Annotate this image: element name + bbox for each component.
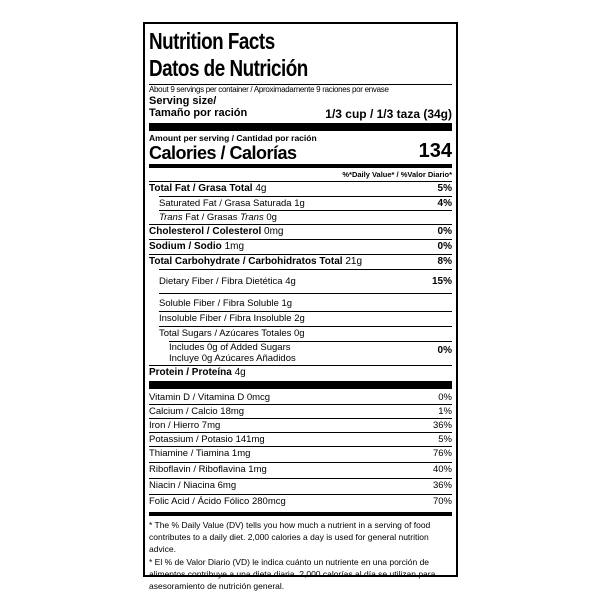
nutrition-label-content xyxy=(149,28,452,591)
divider xyxy=(149,418,452,419)
amount-per-serving: Amount per serving / Cantidad por ración xyxy=(149,133,317,143)
sodium-dv: 0% xyxy=(437,241,452,252)
vitamin-amount: 1mg xyxy=(231,448,251,459)
divider xyxy=(149,224,452,225)
vitamin-amount: 0mcg xyxy=(246,392,271,403)
protein-row: Protein / Proteína 4g xyxy=(149,367,246,378)
vitamin-row xyxy=(149,393,270,403)
vitamin-dv: 40% xyxy=(432,464,452,475)
footnote-spanish: * El % de Valor Diario (VD) le indica cuánto un nutriente en una porción de alimentos contribuye a una dieta diaria. 2,000 calorías al día se utilizan para asesoramiento de nutrición general. xyxy=(149,557,436,591)
divider xyxy=(149,254,452,255)
vitamin-amount: 141mg xyxy=(235,434,265,445)
total-fat-dv: 5% xyxy=(437,183,452,194)
vitamin-dv: 36% xyxy=(432,420,452,431)
dietary-fiber-dv: 15% xyxy=(431,276,452,287)
vitamin-amount: 1mg xyxy=(248,464,267,475)
total-carbohydrate-row: Total Carbohydrate / Carbohidratos Total 21g xyxy=(149,256,363,267)
divider xyxy=(149,181,452,182)
vitamin-row xyxy=(149,465,267,475)
cholesterol-dv: 0% xyxy=(437,226,452,237)
divider xyxy=(159,269,452,270)
title-spanish: Datos de Nutrición xyxy=(149,55,308,81)
footnote-english: * The % Daily Value (DV) tells you how much a nutrient in a serving of food contributes to a daily diet. 2,000 calories a day is used for general nutrition advice. xyxy=(149,520,431,554)
servings-per-container: About 9 servings per container / Aproximadamente 9 raciones por envase xyxy=(149,85,389,94)
divider xyxy=(149,432,452,433)
divider xyxy=(149,478,452,479)
calories-value: 134 xyxy=(418,140,452,162)
vitamin-dv: 0% xyxy=(438,392,452,403)
vitamin-row xyxy=(149,407,244,417)
vitamin-label: Folic Acid / Ácido Fólico xyxy=(149,496,250,507)
sodium-row: Sodium / Sodio 1mg xyxy=(149,241,245,252)
vitamin-label: Riboflavin / Riboflavina xyxy=(149,464,246,475)
divider xyxy=(149,239,452,240)
trans-fat-row: Trans Fat / Grasas Trans 0g xyxy=(159,212,277,223)
vitamin-row xyxy=(149,481,236,491)
vitamin-amount: 6mg xyxy=(217,480,237,491)
nutrition-label xyxy=(143,22,458,591)
divider xyxy=(159,326,452,327)
added-sugars-en: Includes 0g of Added Sugars xyxy=(169,342,291,353)
vitamin-row xyxy=(149,497,286,507)
divider xyxy=(159,210,452,211)
vitamin-label: Thiamine / Tiamina xyxy=(149,448,230,459)
vitamin-amount: 7mg xyxy=(201,420,221,431)
vitamin-amount: 18mg xyxy=(220,406,245,417)
total-fat-row: Total Fat / Grasa Total 4g xyxy=(149,183,267,194)
calories-label: Calories / Calorías xyxy=(149,143,297,163)
vitamin-label: Niacin / Niacina xyxy=(149,480,215,491)
vitamin-row xyxy=(149,421,220,431)
insoluble-fiber-row: Insoluble Fiber / Fibra Insoluble 2g xyxy=(159,313,305,324)
thick-divider xyxy=(149,164,452,168)
divider xyxy=(149,404,452,405)
vitamin-dv: 70% xyxy=(432,496,452,507)
cholesterol-row: Cholesterol / Colesterol 0mg xyxy=(149,226,284,237)
vitamin-row xyxy=(149,435,265,445)
dietary-fiber-row: Dietary Fiber / Fibra Dietética 4g xyxy=(159,276,296,287)
saturated-fat-row: Saturated Fat / Grasa Saturada 1g xyxy=(159,198,305,209)
vitamin-label: Potassium / Potasio xyxy=(149,434,233,445)
vitamin-dv: 5% xyxy=(438,434,452,445)
soluble-fiber-row: Soluble Fiber / Fibra Soluble 1g xyxy=(159,298,293,309)
thick-divider xyxy=(149,512,452,516)
vitamin-amount: 280mcg xyxy=(251,496,286,507)
total-carbohydrate-dv: 8% xyxy=(437,256,452,267)
added-sugars-dv: 0% xyxy=(437,345,452,356)
divider xyxy=(149,462,452,463)
saturated-fat-dv: 4% xyxy=(437,198,452,209)
divider xyxy=(159,311,452,312)
daily-value-header: %*Daily Value* / %Valor Diario* xyxy=(342,170,452,179)
divider xyxy=(149,446,452,447)
vitamin-dv: 1% xyxy=(438,406,452,417)
serving-size-label-es: Tamaño por ración xyxy=(149,107,248,119)
divider xyxy=(149,365,452,366)
vitamin-dv: 76% xyxy=(432,448,452,459)
vitamin-label: Calcium / Calcio xyxy=(149,406,218,417)
divider xyxy=(159,196,452,197)
added-sugars-es: Incluye 0g Azúcares Añadidos xyxy=(169,353,296,364)
thick-divider xyxy=(149,123,452,131)
vitamin-label: Iron / Hierro xyxy=(149,420,200,431)
title-english: Nutrition Facts xyxy=(149,28,275,54)
vitamin-dv: 36% xyxy=(432,480,452,491)
vitamin-row xyxy=(149,449,250,459)
divider xyxy=(159,293,452,294)
serving-size-label-en: Serving size/ xyxy=(149,95,217,107)
vitamin-label: Vitamin D / Vitamina D xyxy=(149,392,245,403)
divider xyxy=(149,494,452,495)
total-sugars-row: Total Sugars / Azúcares Totales 0g xyxy=(159,328,305,339)
serving-size-value: 1/3 cup / 1/3 taza (34g) xyxy=(325,107,452,121)
thick-divider xyxy=(149,381,452,389)
